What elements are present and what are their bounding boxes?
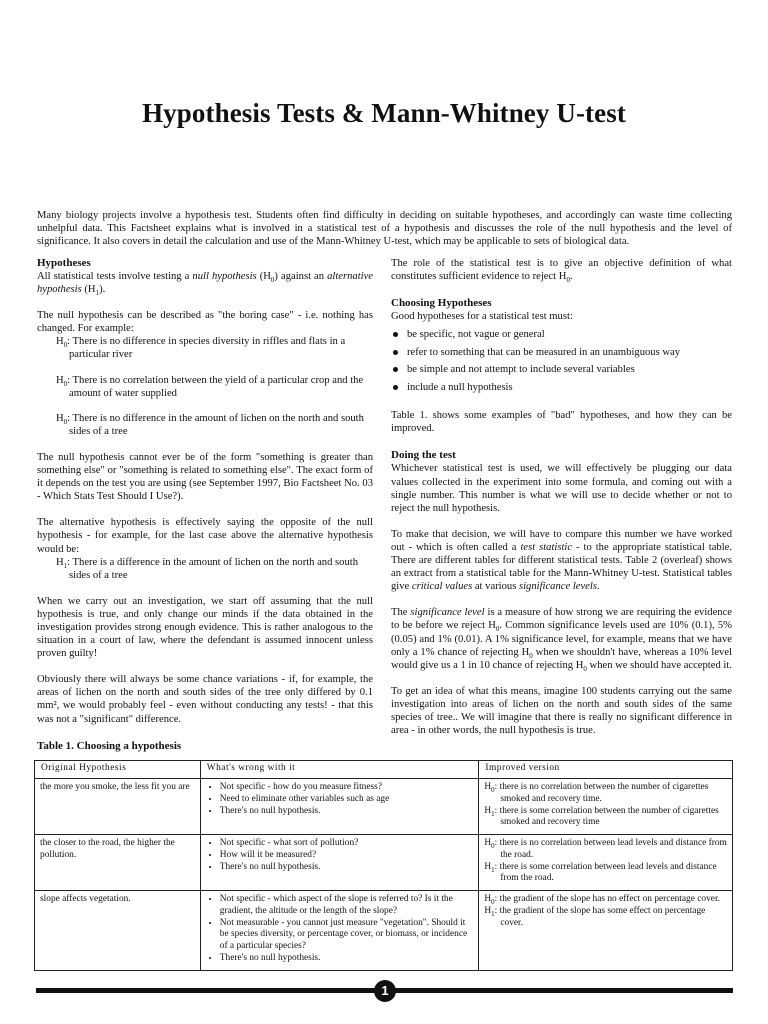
improved-version-cell <box>479 891 733 971</box>
whats-wrong-cell <box>200 835 479 891</box>
improved-version-cell <box>479 835 733 891</box>
choosing-heading: Choosing Hypotheses <box>391 297 492 310</box>
criteria-item: be specific, not vague or general <box>391 326 732 344</box>
null-boring-paragraph: The null hypothesis can be described as "the boring case" - i.e. nothing has changed. For example: <box>37 310 373 335</box>
page-number-badge: 1 <box>374 980 396 1002</box>
example-h0-lichen: $H_0$: There is no difference in the amount of lichen on the north and south sides of a tree <box>56 412 364 437</box>
problem-item: • There's no null hypothesis. <box>220 806 474 818</box>
table-row <box>35 779 733 835</box>
investigation-paragraph: When we carry out an investigation, we start off assuming that the null hypothesis is true, and only change our minds if the data obtained in the investigation provides strong enough evidence. This is rather analogous to the situation in a court of law, where the defendant is assumed innocent unless proven guilty! <box>37 595 373 660</box>
page-title: Hypothesis Tests & Mann-Whitney U-test <box>142 98 626 128</box>
problem-item: • There's no null hypothesis. <box>220 862 474 874</box>
improved-h1: $H_1$: the gradient of the slope has some effect on percentage cover. <box>484 905 706 928</box>
hypothesis-table <box>34 760 733 971</box>
example-h1-lichen: $H_1$: There is a difference in the amount of lichen on the north and south sides of a tree <box>56 556 359 581</box>
improved-h1: $H_1$: there is some correlation between the number of cigarettes smoked and recovery time <box>484 805 719 828</box>
improved-h1: $H_1$: there is some correlation between lead levels and distance from the road. <box>484 861 717 884</box>
whats-wrong-cell <box>200 779 479 835</box>
problem-item: • There's no null hypothesis. <box>220 953 474 965</box>
students-example-paragraph: To get an idea of what this means, imagine 100 students carrying out the same investigation into areas of lichen on the north and south sides of the same species of tree.. We will imagine that there is really no significant difference in area - in other words, the null hypothesis is true. <box>391 685 732 737</box>
right-column <box>391 257 732 750</box>
role-paragraph: The role of the statistical test is to give an objective definition of what constitutes sufficient evidence to reject $H_0$. <box>391 258 732 285</box>
example-h0-yield: $H_0$: There is no correlation between the yield of a particular crop and the amount of water supplied <box>56 374 364 399</box>
table-reference-paragraph: Table 1. shows some examples of "bad" hypotheses, and how they can be improved. <box>391 410 732 435</box>
original-hypothesis-cell: slope affects vegetation. <box>35 891 201 971</box>
intro-paragraph: Many biology projects involve a hypothesis test. Students often find difficulty in deciding on suitable hypotheses, and accordingly can waste time collecting unhelpful data. This Factsheet explains what is involved in a statistical test of a hypothesis and discusses the role of the null hypothesis and the level of significance. It also covers in detail the calculation and use of the Mann-Whitney U-test, which may be applicable to sets of biological data. <box>37 210 732 248</box>
original-hypothesis-cell: the closer to the road, the higher the pollution. <box>35 835 201 891</box>
significance-paragraph: The significance level is a measure of how strong we are requiring the evidence to be before we reject $H_0$. Common significance levels used are 10% (0.1), 5% (0.05) and 1% (0.01). A 1% significance level, for example, means that we have only a 1% chance of rejecting $H_0$ when we shouldn't have, whereas a 10% level would give us a 1 in 10 chance of rejecting $H_0$ when we should have accepted it. <box>391 607 733 673</box>
improved-h0: $H_0$: the gradient of the slope has no effect on percentage cover. <box>484 894 720 906</box>
problem-item: • Not measurable - you cannot just measure "vegetation". Should it be species diversity, or percentage cover, or biomass, or incidence of a particular species? <box>220 918 474 953</box>
criteria-item: be simple and not attempt to include several variables <box>391 361 732 379</box>
hypotheses-paragraph: All statistical tests involve testing a null hypothesis $(H_0)$ against an alternative hypothesis $(H_1)$. <box>37 271 374 298</box>
doing-test-heading: Doing the test <box>391 449 456 462</box>
improved-h0: $H_0$: there is no correlation between lead levels and distance from the road. <box>484 838 727 860</box>
alternative-paragraph: The alternative hypothesis is effectively saying the opposite of the null hypothesis - for example, for the last case above the alternative hypothesis would be: <box>37 517 373 555</box>
problem-item: • Not specific - what sort of pollution? <box>220 838 474 850</box>
table-row <box>35 891 733 971</box>
problem-item: • Not specific - which aspect of the slope is referred to? Is it the gradient, the altitude or the length of the slope? <box>220 894 474 918</box>
example-h0-riffles: $H_0$: There is no difference in species diversity in riffles and flats in a particular river <box>56 336 346 361</box>
column-header-wrong: What's wrong with it <box>200 761 479 779</box>
left-column <box>37 257 373 739</box>
chance-variation-paragraph: Obviously there will always be some chance variations - if, for example, the areas of lichen on the north and south sides of the tree only differed by 0.1 mm², we would probably feel - even without conducting any tests! - that this was not a "significant" difference. <box>37 674 373 725</box>
problem-item: • Not specific - how do you measure fitness? <box>220 782 474 794</box>
table-row <box>35 835 733 891</box>
problem-item: • How will it be measured? <box>220 850 474 862</box>
column-header-original: Original Hypothesis <box>35 761 201 779</box>
original-hypothesis-cell: the more you smoke, the less fit you are <box>35 779 201 835</box>
criteria-list <box>391 326 732 396</box>
choosing-intro: Good hypotheses for a statistical test must: <box>391 311 573 323</box>
column-header-improved: Improved version <box>479 761 733 779</box>
table-caption: Table 1. Choosing a hypothesis <box>37 740 182 752</box>
criteria-item: refer to something that can be measured in an unambiguous way <box>391 344 732 362</box>
whats-wrong-cell <box>200 891 479 971</box>
criteria-item: include a null hypothesis <box>391 379 732 397</box>
improved-h0: $H_0$: there is no correlation between the number of cigarettes smoked and recovery time. <box>484 782 709 804</box>
test-statistic-paragraph: To make that decision, we will have to compare this number we have worked out - which is often called a test statistic - to the appropriate statistical table. There are different tables for different statistical tests. Table 2 (overleaf) shows an extract from a statistical table for the Mann-Whitney U-test. Statistical tables give critical values at various significance levels. <box>391 528 732 593</box>
null-form-paragraph: The null hypothesis cannot ever be of the form "something is greater than something else" or "something is related to something else". The exact form of it depends on the test you are using (see September 1997, Bio Factsheet No. 03 - Which Stats Test Should I Use?). <box>37 451 373 503</box>
doing-test-paragraph: Whichever statistical test is used, we will effectively be plugging our data values collected in the experiment into some formula, and coming out with a single number. This number is what we will use to decide whether or not to reject the null hypothesis. <box>391 463 732 514</box>
hypotheses-heading: Hypotheses <box>37 257 91 269</box>
problem-item: • Need to eliminate other variables such as age <box>220 794 474 806</box>
improved-version-cell <box>479 779 733 835</box>
table-header-row <box>35 761 733 779</box>
